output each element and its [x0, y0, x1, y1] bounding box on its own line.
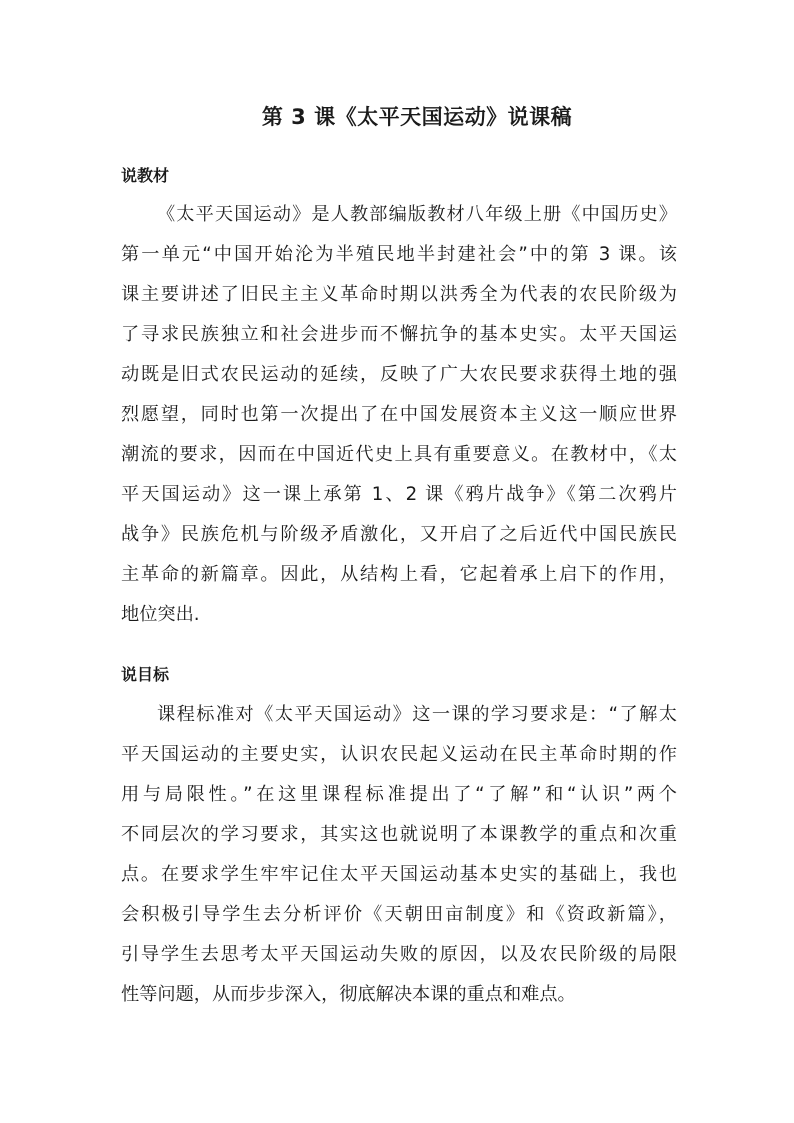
paragraph-line: 引导学生去思考太平天国运动失败的原因，以及农民阶级的局限 [121, 944, 677, 965]
paragraph-line: 地位突出. [121, 604, 200, 625]
paragraph-line: 动既是旧式农民运动的延续，反映了广大农民要求获得土地的强 [121, 364, 677, 385]
paragraph-line: 烈愿望，同时也第一次提出了在中国发展资本主义这一顺应世界 [121, 404, 677, 425]
paragraph-line: 平天国运动的主要史实，认识农民起义运动在民主革命时期的作 [121, 744, 677, 765]
section-heading-textbook: 说教材 [121, 166, 170, 185]
page-title: 第 3 课《太平天国运动》说课稿 [261, 105, 573, 129]
paragraph-line: 主革命的新篇章。因此，从结构上看，它起着承上启下的作用， [121, 564, 677, 585]
paragraph-line: 第一单元“中国开始沦为半殖民地半封建社会”中的第 3 课。该 [121, 244, 677, 265]
paragraph-line: 平天国运动》这一课上承第 1、2 课《鸦片战争》《第二次鸦片 [121, 484, 677, 505]
paragraph-line: 战争》民族危机与阶级矛盾激化，又开启了之后近代中国民族民 [121, 524, 677, 545]
paragraph-line: 用与局限性。”在这里课程标准提出了“了解”和“认识”两个 [121, 784, 677, 805]
section-paragraph-objectives [121, 695, 677, 1015]
paragraph-line: 潮流的要求，因而在中国近代史上具有重要意义。在教材中，《太 [121, 444, 677, 465]
section-heading-objectives: 说目标 [121, 665, 170, 684]
paragraph-line: 《太平天国运动》是人教部编版教材八年级上册《中国历史》 [157, 204, 677, 225]
paragraph-line: 不同层次的学习要求，其实这也就说明了本课教学的重点和次重 [121, 824, 677, 845]
paragraph-line: 课主要讲述了旧民主主义革命时期以洪秀全为代表的农民阶级为 [121, 284, 677, 305]
section-paragraph-textbook [121, 195, 677, 635]
paragraph-line: 点。在要求学生牢牢记住太平天国运动基本史实的基础上，我也 [121, 864, 677, 885]
paragraph-line: 会积极引导学生去分析评价《天朝田亩制度》和《资政新篇》， [121, 904, 677, 925]
paragraph-line: 了寻求民族独立和社会进步而不懈抗争的基本史实。太平天国运 [121, 324, 677, 345]
paragraph-line: 课程标准对《太平天国运动》这一课的学习要求是：“了解太 [157, 704, 677, 725]
paragraph-line: 性等问题，从而步步深入，彻底解决本课的重点和难点。 [121, 984, 576, 1005]
